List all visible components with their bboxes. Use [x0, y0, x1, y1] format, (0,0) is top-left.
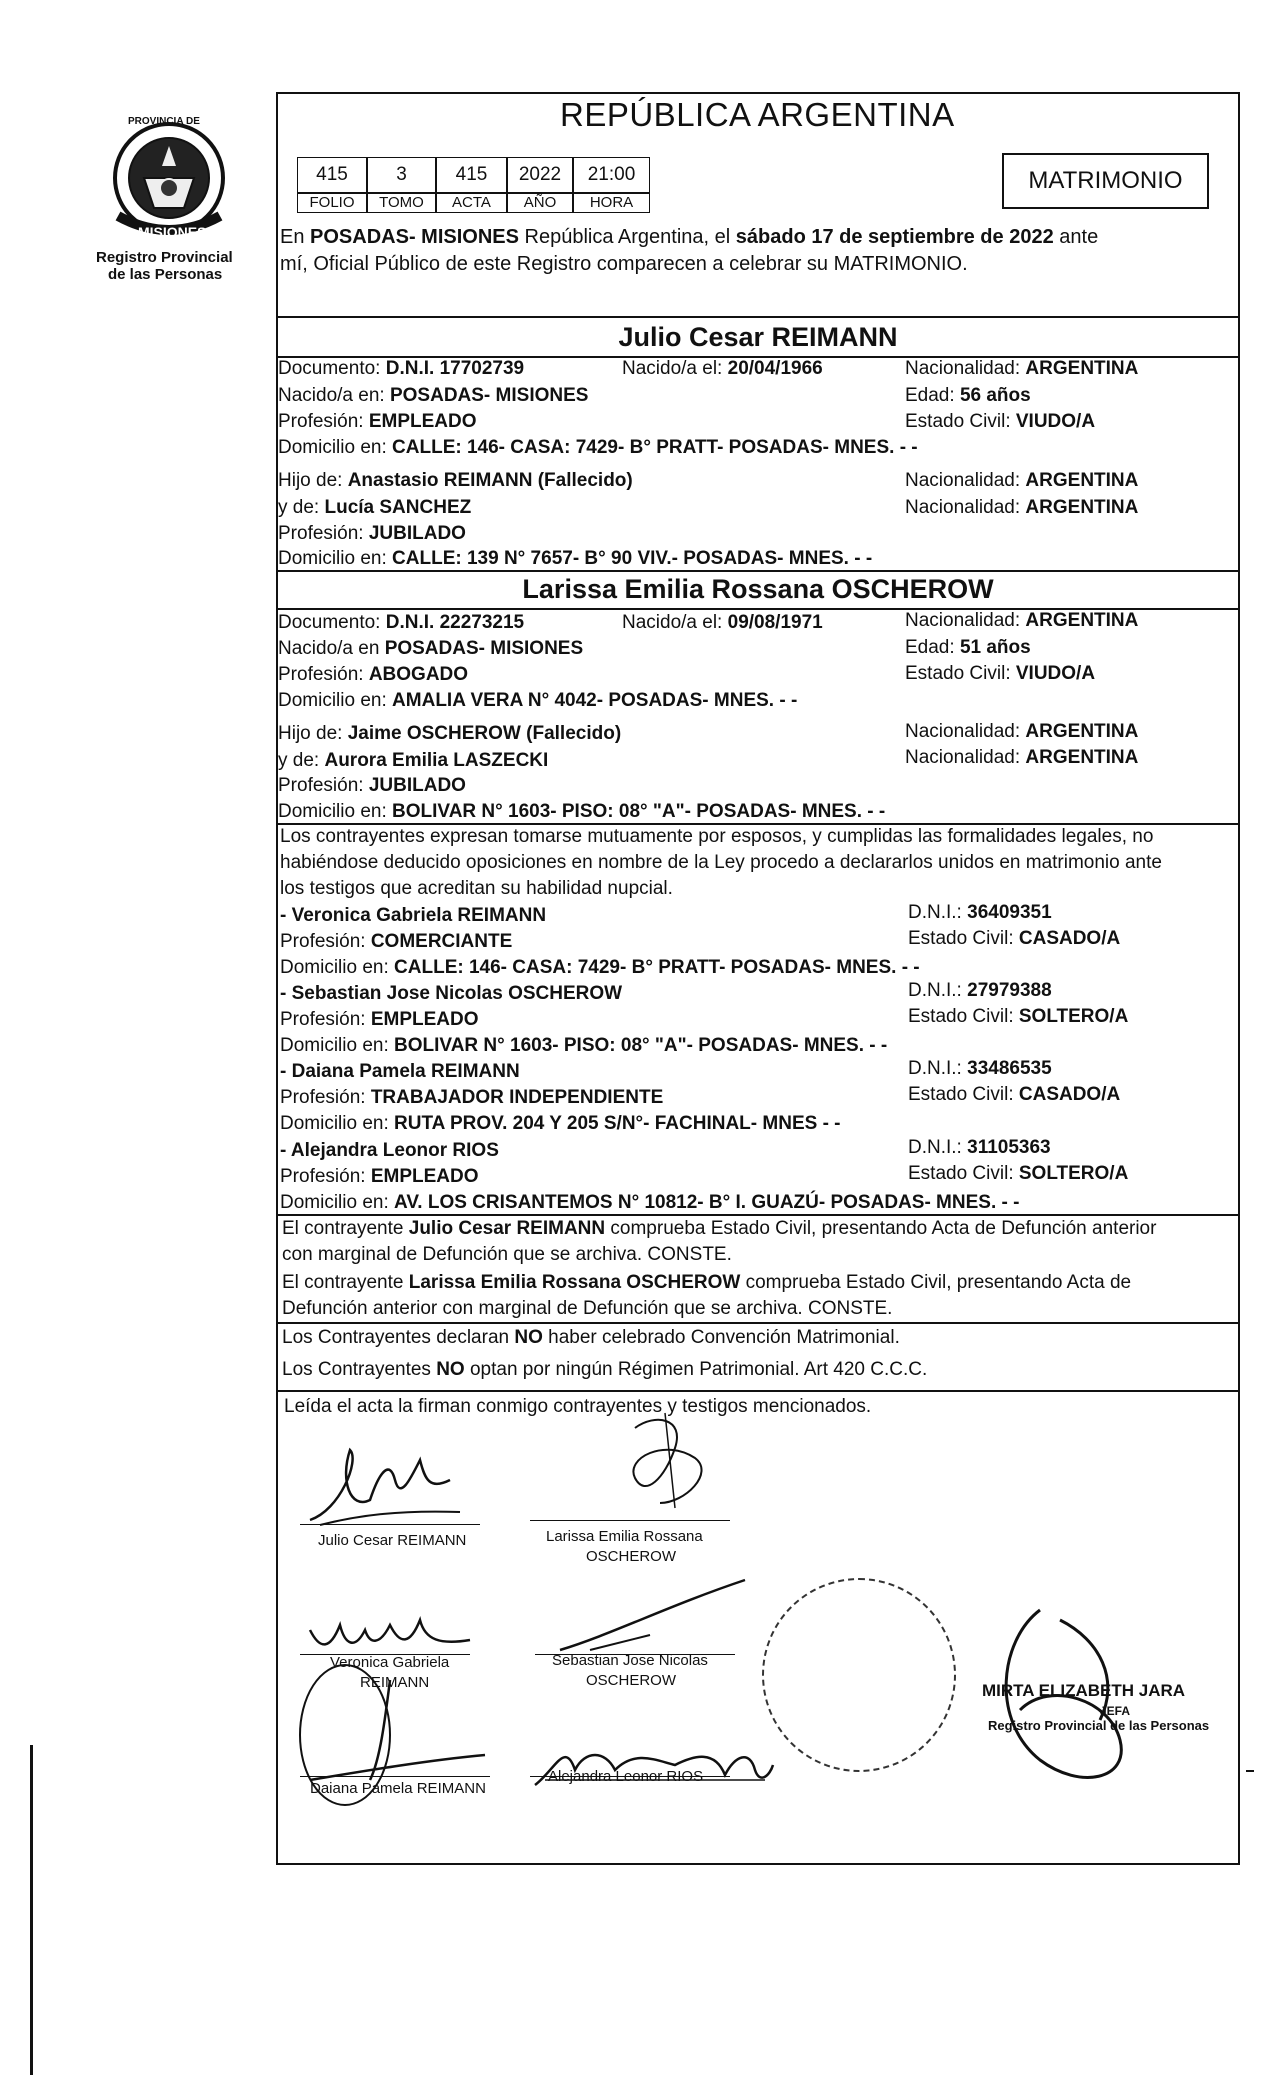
estado-civil: Estado Civil: VIUDO/A — [905, 663, 1096, 684]
padres-domicilio: Domicilio en: BOLIVAR N° 1603- PISO: 08° "A"- POSADAS- MNES. - - — [278, 801, 886, 822]
padre: Hijo de: Anastasio REIMANN (Fallecido) — [278, 470, 633, 491]
tomo-label: TOMO — [367, 193, 436, 213]
signature-label-1: Julio Cesar REIMANN — [318, 1532, 467, 1549]
divider — [276, 316, 1240, 318]
seal-caption-1: Registro Provincial — [96, 249, 233, 266]
note-4: Los Contrayentes NO optan por ningún Régimen Patrimonial. Art 420 C.C.C. — [282, 1359, 928, 1380]
domicilio: Domicilio en: AMALIA VERA N° 4042- POSADAS- MNES. - - — [278, 690, 798, 711]
hora-label: HORA — [573, 193, 650, 213]
divider — [276, 823, 1240, 825]
folio-value: 415 — [297, 157, 367, 193]
padres-profesion: Profesión: JUBILADO — [278, 775, 466, 796]
witness-domicilio: Domicilio en: RUTA PROV. 204 Y 205 S/N°- FACHINAL- MNES - - — [280, 1113, 841, 1134]
witness-name: - Alejandra Leonor RIOS — [280, 1140, 499, 1161]
round-stamp — [762, 1578, 956, 1772]
closing-text: Leída el acta la firman conmigo contrayentes y testigos mencionados. — [284, 1396, 872, 1417]
hora-value: 21:00 — [573, 157, 650, 193]
signature-label-2b: OSCHEROW — [586, 1548, 676, 1565]
witness-estado-civil: Estado Civil: SOLTERO/A — [908, 1163, 1129, 1184]
declaration-line-3: los testigos que acreditan su habilidad nupcial. — [280, 878, 673, 899]
seal-caption-2: de las Personas — [108, 266, 223, 283]
signature-label-4a: Sebastian Jose Nicolas — [552, 1652, 708, 1669]
signature-label-6: Alejandra Leonor RIOS — [548, 1768, 704, 1785]
signature-label-3b: REIMANN — [360, 1674, 430, 1691]
record-type-box: MATRIMONIO — [1002, 153, 1209, 209]
official-role: JEFA — [1100, 1704, 1131, 1718]
padre: Hijo de: Jaime OSCHEROW (Fallecido) — [278, 723, 622, 744]
nacionalidad: Nacionalidad: ARGENTINA — [905, 610, 1139, 631]
intro-line-2: mí, Oficial Público de este Registro comparecen a celebrar su MATRIMONIO. — [280, 253, 968, 275]
tomo-value: 3 — [367, 157, 436, 193]
witness-dni: D.N.I.: 31105363 — [908, 1137, 1051, 1158]
witness-domicilio: Domicilio en: CALLE: 146- CASA: 7429- B° PRATT- POSADAS- MNES. - - — [280, 957, 920, 978]
nacido-el: Nacido/a el: 20/04/1966 — [622, 358, 823, 379]
intro-line-1: En POSADAS- MISIONES República Argentina, el sábado 17 de septiembre de 2022 ante — [280, 226, 1099, 248]
nacionalidad: Nacionalidad: ARGENTINA — [905, 358, 1139, 379]
note-3: Los Contrayentes declaran NO haber celebrado Convención Matrimonial. — [282, 1327, 900, 1348]
witness-profesion: Profesión: COMERCIANTE — [280, 931, 513, 952]
witness-name: - Daiana Pamela REIMANN — [280, 1061, 520, 1082]
anio-label: AÑO — [507, 193, 573, 213]
witness-profesion: Profesión: EMPLEADO — [280, 1009, 479, 1030]
witness-estado-civil: Estado Civil: CASADO/A — [908, 928, 1121, 949]
padres-domicilio: Domicilio en: CALLE: 139 N° 7657- B° 90 VIV.- POSADAS- MNES. - - — [278, 548, 873, 569]
witness-profesion: Profesión: EMPLEADO — [280, 1166, 479, 1187]
padre-nacionalidad: Nacionalidad: ARGENTINA — [905, 721, 1139, 742]
signature-line — [300, 1776, 490, 1777]
contrayente-1-name: Julio Cesar REIMANN — [618, 322, 898, 352]
documento: Documento: D.N.I. 22273215 — [278, 612, 525, 633]
official-name: MIRTA ELIZABETH JARA — [982, 1681, 1186, 1700]
witness-profesion: Profesión: TRABAJADOR INDEPENDIENTE — [280, 1087, 664, 1108]
edad: Edad: 51 años — [905, 637, 1031, 658]
note-2-line-1: El contrayente Larissa Emilia Rossana OSCHEROW comprueba Estado Civil, presentando Acta de — [282, 1272, 1132, 1293]
signature-larissa-icon — [605, 1408, 735, 1518]
documento: Documento: D.N.I. 17702739 — [278, 358, 525, 379]
padre-nacionalidad: Nacionalidad: ARGENTINA — [905, 470, 1139, 491]
domicilio: Domicilio en: CALLE: 146- CASA: 7429- B° PRATT- POSADAS- MNES. - - — [278, 437, 918, 458]
madre-nacionalidad: Nacionalidad: ARGENTINA — [905, 497, 1139, 518]
seal-top-text: PROVINCIA DE — [128, 116, 200, 127]
contrayente-2-name: Larissa Emilia Rossana OSCHEROW — [522, 574, 994, 604]
anio-value: 2022 — [507, 157, 573, 193]
signature-line — [530, 1520, 730, 1521]
signature-label-3a: Veronica Gabriela — [330, 1654, 450, 1671]
margin-dash — [1246, 1770, 1254, 1772]
witness-domicilio: Domicilio en: AV. LOS CRISANTEMOS N° 10812- B° I. GUAZÚ- POSADAS- MNES. - - — [280, 1192, 1020, 1213]
country-title: REPÚBLICA ARGENTINA — [560, 96, 955, 133]
folio-label: FOLIO — [297, 193, 367, 213]
madre: y de: Lucía SANCHEZ — [278, 497, 472, 518]
padres-profesion: Profesión: JUBILADO — [278, 523, 466, 544]
registry-seal — [104, 116, 234, 246]
divider — [276, 1390, 1240, 1392]
note-1-line-1: El contrayente Julio Cesar REIMANN comprueba Estado Civil, presentando Acta de Defunción anterior — [282, 1218, 1157, 1239]
witness-name: - Veronica Gabriela REIMANN — [280, 905, 547, 926]
margin-line — [30, 1745, 33, 2075]
signature-label-5: Daiana Pamela REIMANN — [310, 1780, 486, 1797]
estado-civil: Estado Civil: VIUDO/A — [905, 411, 1096, 432]
signature-julio-icon — [300, 1440, 470, 1540]
madre: y de: Aurora Emilia LASZECKI — [278, 750, 549, 771]
note-1-line-2: con marginal de Defunción que se archiva. CONSTE. — [282, 1244, 732, 1265]
signature-label-2a: Larissa Emilia Rossana — [546, 1528, 703, 1545]
nacido-en: Nacido/a en POSADAS- MISIONES — [278, 638, 584, 659]
witness-dni: D.N.I.: 27979388 — [908, 980, 1052, 1001]
witness-estado-civil: Estado Civil: CASADO/A — [908, 1084, 1121, 1105]
declaration-line-2: habiéndose deducido oposiciones en nombre de la Ley procedo a declararlos unidos en matrimonio ante — [280, 852, 1162, 873]
edad: Edad: 56 años — [905, 385, 1031, 406]
signature-veronica-icon — [300, 1600, 480, 1660]
nacido-el: Nacido/a el: 09/08/1971 — [622, 612, 823, 633]
divider — [276, 570, 1240, 572]
acta-value: 415 — [436, 157, 507, 193]
profesion: Profesión: ABOGADO — [278, 664, 469, 685]
seal-bottom-text: MISIONES — [138, 224, 207, 240]
witness-dni: D.N.I.: 33486535 — [908, 1058, 1052, 1079]
witness-dni: D.N.I.: 36409351 — [908, 902, 1052, 923]
divider — [276, 1322, 1240, 1324]
profesion: Profesión: EMPLEADO — [278, 411, 477, 432]
signature-line — [300, 1524, 480, 1525]
declaration-line-1: Los contrayentes expresan tomarse mutuamente por esposos, y cumplidas las formalidades legales, no — [280, 826, 1154, 847]
signature-alejandra-icon — [525, 1730, 775, 1800]
signature-label-4b: OSCHEROW — [586, 1672, 676, 1689]
acta-label: ACTA — [436, 193, 507, 213]
divider — [276, 1214, 1240, 1216]
note-2-line-2: Defunción anterior con marginal de Defunción que se archiva. CONSTE. — [282, 1298, 893, 1319]
witness-domicilio: Domicilio en: BOLIVAR N° 1603- PISO: 08° "A"- POSADAS- MNES. - - — [280, 1035, 888, 1056]
witness-name: - Sebastian Jose Nicolas OSCHEROW — [280, 983, 623, 1004]
madre-nacionalidad: Nacionalidad: ARGENTINA — [905, 747, 1139, 768]
nacido-en: Nacido/a en: POSADAS- MISIONES — [278, 385, 589, 406]
witness-estado-civil: Estado Civil: SOLTERO/A — [908, 1006, 1129, 1027]
official-office: Registro Provincial de las Personas — [988, 1718, 1210, 1733]
